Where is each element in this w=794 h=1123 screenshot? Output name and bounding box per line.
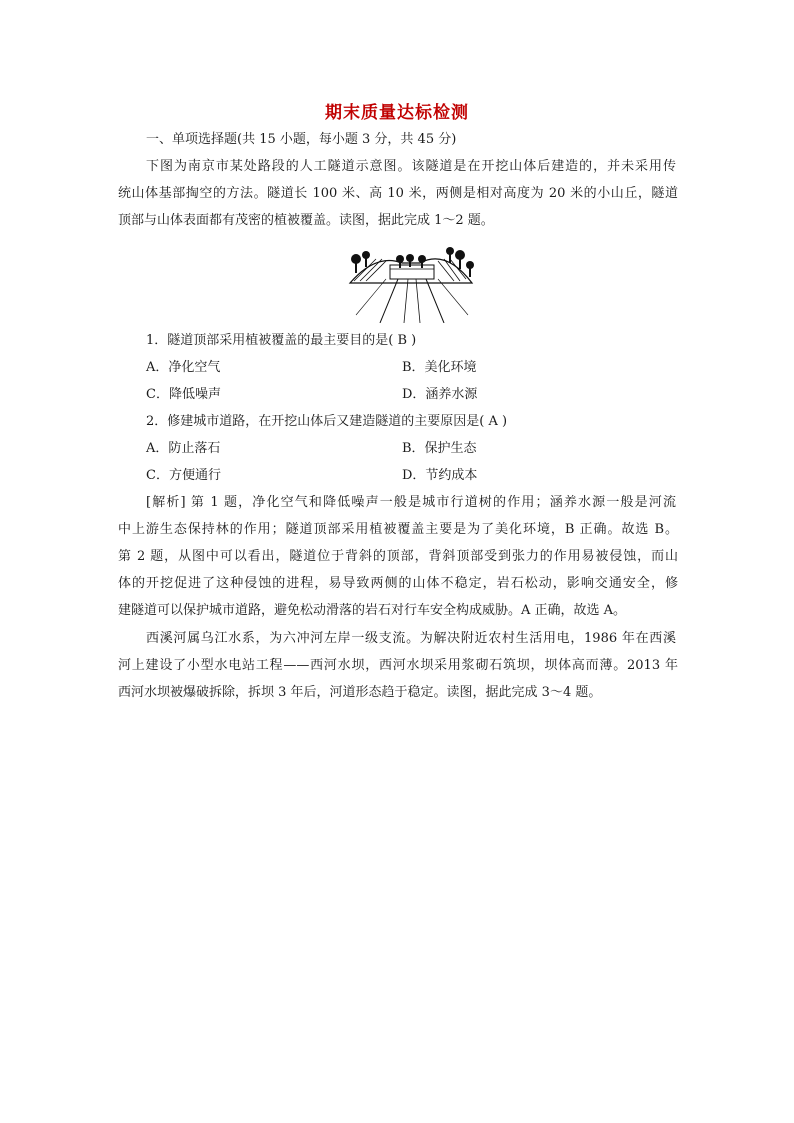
question-2-option-a[interactable]: A．防止落石 (146, 441, 221, 456)
intro2-line-1: 西溪河属乌江水系，为六冲河左岸一级支流。为解决附近农村生活用电，1986 年在西溪 (146, 631, 676, 646)
analysis-line-4: 体的开挖促进了这种侵蚀的进程，易导致两侧的山体不稳定，岩石松动，影响交通安全，修 (118, 576, 678, 591)
question-1-option-a[interactable]: A．净化空气 (146, 360, 221, 375)
question-2-option-b[interactable]: B．保护生态 (402, 441, 477, 456)
intro2-line-3: 西河水坝被爆破拆除，拆坝 3 年后，河道形态趋于稳定。读图，据此完成 3～4 题。 (118, 685, 602, 700)
analysis-line-3: 第 2 题，从图中可以看出，隧道位于背斜的顶部，背斜顶部受到张力的作用易被侵蚀，而山 (118, 549, 678, 564)
question-1-option-c[interactable]: C．降低噪声 (146, 387, 221, 402)
question-2-stem: 2．修建城市道路，在开挖山体后又建造隧道的主要原因是( A ) (146, 414, 508, 429)
intro2-line-2: 河上建设了小型水电站工程——西河水坝，西河水坝采用浆砌石筑坝，坝体高而薄。2013 年 (118, 658, 678, 673)
section-heading: 一、单项选择题(共 15 小题，每小题 3 分，共 45 分) (146, 132, 457, 147)
question-2-option-d[interactable]: D．节约成本 (402, 468, 478, 483)
intro1-line-3: 顶部与山体表面都有茂密的植被覆盖。读图，据此完成 1～2 题。 (118, 213, 494, 228)
analysis-line-1: [解析] 第 1 题，净化空气和降低噪声一般是城市行道树的作用；涵养水源一般是河流 (146, 495, 676, 510)
question-1-option-d[interactable]: D．涵养水源 (402, 387, 478, 402)
page-title: 期末质量达标检测 (325, 103, 469, 123)
intro1-line-1: 下图为南京市某处路段的人工隧道示意图。该隧道是在开挖山体后建造的，并未采用传 (146, 159, 676, 174)
intro1-line-2: 统山体基部掏空的方法。隧道长 100 米、高 10 米，两侧是相对高度为 20 米的小山丘，隧道 (118, 186, 678, 201)
analysis-line-5: 建隧道可以保护城市道路，避免松动滑落的岩石对行车安全构成威胁。A 正确，故选 A。 (118, 603, 627, 618)
question-1-option-b[interactable]: B．美化环境 (402, 360, 477, 375)
question-2-option-c[interactable]: C．方便通行 (146, 468, 221, 483)
question-1-stem: 1．隧道顶部采用植被覆盖的最主要目的是( B ) (146, 333, 417, 348)
analysis-line-2: 中上游生态保持林的作用；隧道顶部采用植被覆盖主要是为了美化环境，B 正确。故选 B。 (118, 522, 678, 537)
tunnel-diagram (346, 245, 476, 323)
